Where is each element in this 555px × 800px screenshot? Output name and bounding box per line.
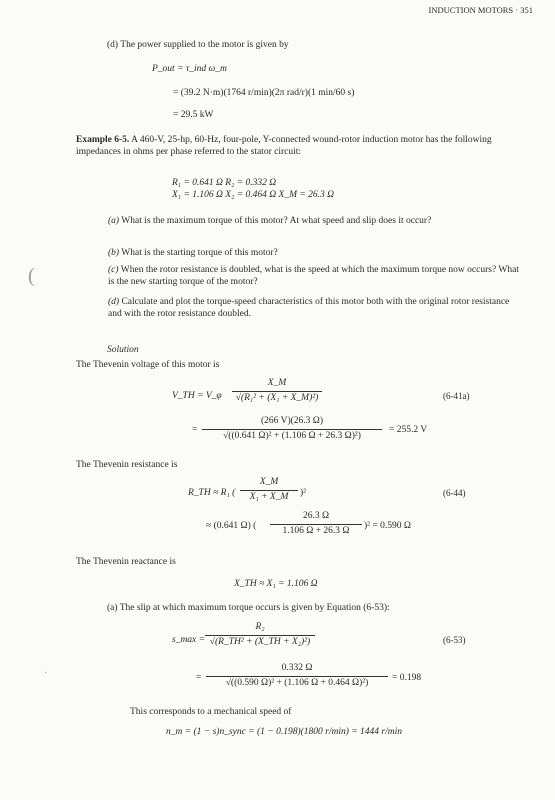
- smax-lhs: s_max =: [172, 635, 206, 645]
- question-b: [108, 248, 520, 260]
- rth-rhs: )²: [300, 488, 307, 498]
- rth-numeric-denominator: 1.106 Ω + 26.3 Ω: [282, 525, 350, 536]
- xth-equation: X_TH ≈ X₁ = 1.106 Ω: [234, 579, 318, 589]
- example-label: Example 6-5.: [76, 135, 130, 145]
- question-a-text: What is the maximum torque of this motor? At what speed and slip does it occur?: [121, 216, 432, 226]
- rth-numerator: X_M: [240, 477, 298, 491]
- margin-dot-mark: ·: [44, 668, 48, 679]
- equation-number-6-44: (6-44): [443, 488, 466, 498]
- question-b-text: What is the starting torque of this motor?: [121, 248, 278, 258]
- example-text: A 460-V, 25-hp, 60-Hz, four-pole, Y-connected wound-rotor induction motor has the following impedances in ohms per phase referred to the stator circuit:: [76, 135, 492, 157]
- parameters-row-1: R₁ = 0.641 Ω R₂ = 0.332 Ω: [172, 178, 277, 188]
- running-head: INDUCTION MOTORS · 351: [428, 5, 533, 15]
- smax-fraction: [205, 622, 315, 649]
- smax-numeric-denominator: √((0.590 Ω)² + (1.106 Ω + 0.464 Ω)²): [225, 677, 369, 688]
- power-equation-line1: P_out = τ_ind ω_m: [152, 64, 227, 74]
- vth-lhs: V_TH = V_φ: [172, 391, 222, 401]
- thevenin-resistance-intro: The Thevenin resistance is: [76, 460, 178, 470]
- speed-intro: This corresponds to a mechanical speed of: [130, 707, 292, 717]
- question-a-label: (a): [108, 216, 120, 226]
- smax-intro: (a) The slip at which maximum torque occurs is given by Equation (6-53):: [107, 603, 390, 613]
- power-equation-line2: = (39.2 N·m)(1764 r/min)(2π rad/r)(1 min/60 s): [173, 88, 355, 98]
- smax-result: = 0.198: [392, 673, 422, 683]
- vth-numeric-numerator: (266 V)(26.3 Ω): [202, 416, 382, 430]
- speed-equation: n_m = (1 − s)n_sync = (1 − 0.198)(1800 r/min) = 1444 r/min: [166, 727, 403, 737]
- rth-fraction: [240, 477, 298, 504]
- power-equation-result: = 29.5 kW: [173, 110, 214, 120]
- question-c: [108, 265, 520, 289]
- smax-denominator: √(R_TH² + (X_TH + X₂)²): [209, 636, 311, 647]
- part-d-intro: (d) The power supplied to the motor is given by: [107, 40, 289, 50]
- vth-equals-sign: =: [192, 425, 198, 435]
- question-d: [108, 297, 520, 321]
- vth-numerator: X_M: [232, 378, 322, 392]
- question-c-text: When the rotor resistance is doubled, what is the speed at which the maximum torque now occurs? What is the new starting torque of the motor?: [108, 265, 519, 287]
- equation-number-6-53: (6-53): [443, 635, 466, 645]
- thevenin-reactance-intro: The Thevenin reactance is: [76, 557, 176, 567]
- vth-numeric-fraction: [202, 416, 382, 443]
- vth-denominator: √(R₁² + (X₁ + X_M)²): [235, 392, 319, 403]
- equation-number-6-41a: (6-41a): [443, 391, 470, 401]
- parameters-row-2: X₁ = 1.106 Ω X₂ = 0.464 Ω X_M = 26.3 Ω: [172, 190, 335, 200]
- vth-result: = 255.2 V: [389, 425, 428, 435]
- thevenin-voltage-intro: The Thevenin voltage of this motor is: [76, 360, 220, 370]
- smax-numeric-numerator: 0.332 Ω: [206, 663, 388, 677]
- rth-numeric-fraction: [270, 511, 362, 538]
- solution-heading: Solution: [107, 345, 139, 355]
- smax-numerator: R₂: [205, 622, 315, 636]
- vth-fraction: [232, 378, 322, 405]
- vth-numeric-denominator: √((0.641 Ω)² + (1.106 Ω + 26.3 Ω)²): [223, 430, 361, 441]
- smax-numeric-fraction: [206, 663, 388, 690]
- rth-numeric-lhs: ≈ (0.641 Ω) (: [206, 521, 257, 531]
- question-a: [108, 216, 520, 228]
- rth-denominator: X₁ + X_M: [249, 491, 289, 502]
- example-statement: [76, 135, 516, 159]
- rth-numeric-numerator: 26.3 Ω: [270, 511, 362, 525]
- smax-equals-sign: =: [196, 673, 202, 683]
- rth-result: )² = 0.590 Ω: [364, 521, 411, 531]
- margin-bracket-mark: (: [28, 265, 35, 287]
- question-c-label: (c): [108, 265, 119, 275]
- question-b-label: (b): [108, 248, 120, 258]
- question-d-label: (d): [108, 297, 120, 307]
- question-d-text: Calculate and plot the torque-speed characteristics of this motor both with the original rotor resistance and with the rotor resistance doubled.: [108, 297, 510, 319]
- rth-lhs: R_TH ≈ R₁ (: [188, 488, 236, 498]
